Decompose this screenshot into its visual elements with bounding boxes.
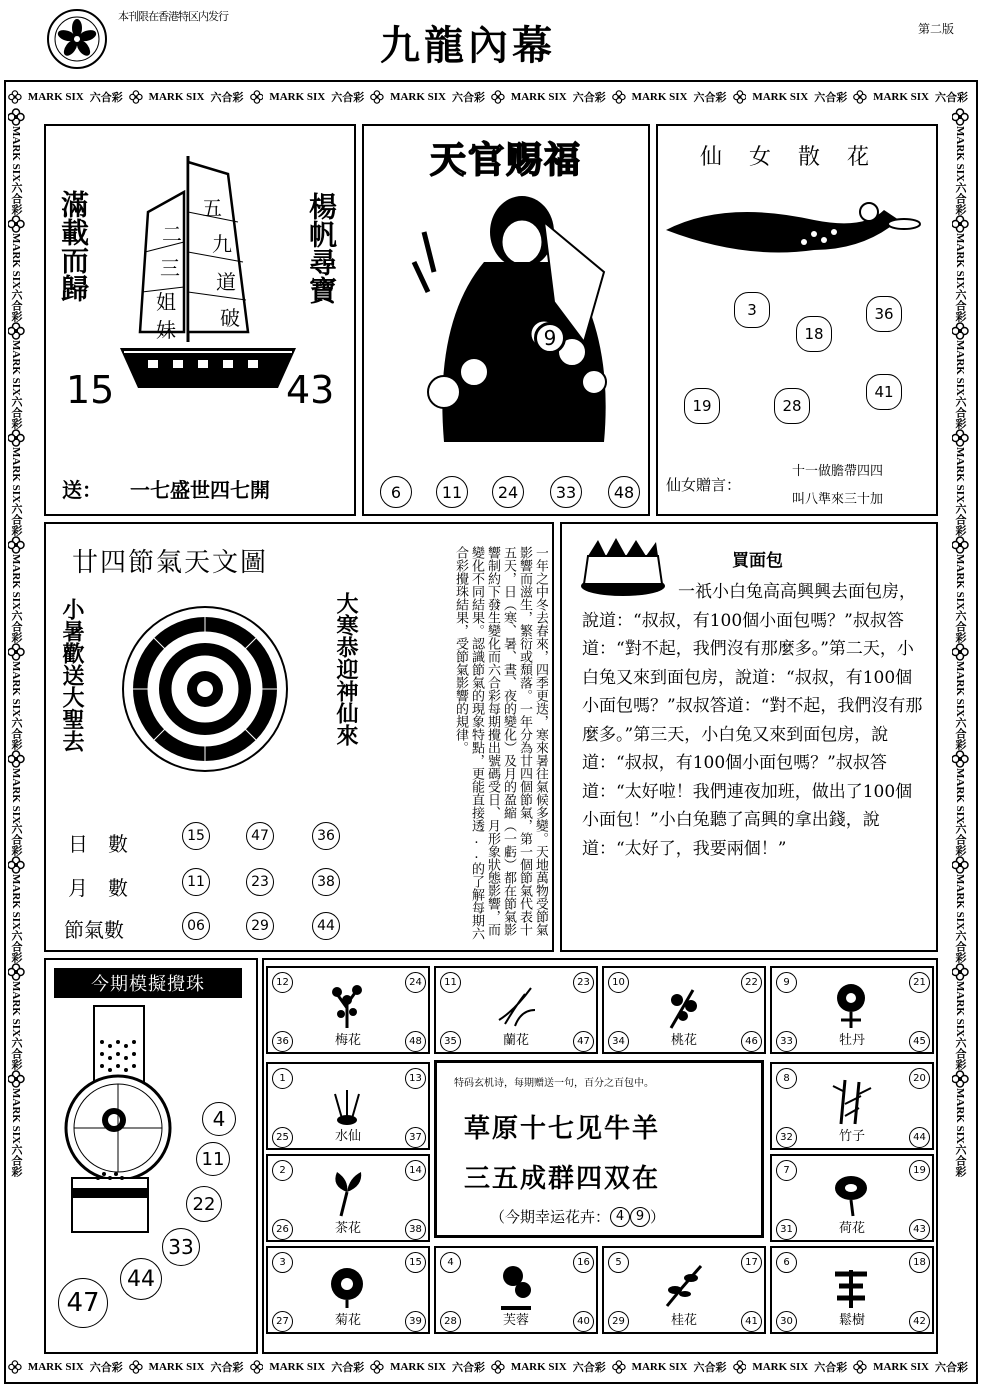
- border-flower-icon: [250, 88, 264, 106]
- lucky-flower-line: [490, 1206, 665, 1227]
- solar-article: 一年之中冬去春來，四季更迭，寒來暑往氣候多變。天地萬物受節氣影響而滋生，繁衍或頹落。一年分為廿四個節氣，第一個節氣代表十五天，日（寒、暑、晝、夜的變化）及月的盈縮（一虧）都在節氣影響制約下發生變化而六合彩每期攪出號碼受日、月形象狀態影響，而變化不同結果。認識節氣的現象特點，更能直接透..的了解每期六合彩攪珠結果，受節氣影響的規律。: [453, 546, 548, 940]
- flower-cell-name: 水仙: [334, 1129, 361, 1144]
- send-text: 一七盛世四七開: [130, 478, 270, 502]
- fairy-title: 仙 女 散 花: [700, 145, 879, 170]
- border-liuhecai-text: 六合彩: [10, 288, 22, 322]
- border-liuhecai-text: 六合彩: [954, 395, 966, 429]
- flower-cell-number: 19: [909, 1160, 930, 1181]
- bread-story-paragraph: 一祇小白兔高高興興去面包房，說道：“叔叔，有100個小面包嗎？”叔叔答道：“對不起，我們沒有那麼多。”第二天，小白兔又來到面包房，說道：“叔叔，有100個小面包嗎？”叔叔答道：“對不起，我們沒有那麼多。”第三天，小白兔又來到面包房，說道：“叔叔，有100個小面包嗎？”叔叔答道：“太好啦！我們連夜加班，做出了100個小面包！”小白兔聽了高興的拿出錢，說道：“太好了，我要兩個！”: [582, 582, 923, 859]
- flower-cell-name: 蘭花: [502, 1033, 529, 1048]
- border-mark-six-text: MARK SIX: [10, 660, 22, 717]
- border-liuhecai-text: 六合彩: [954, 181, 966, 215]
- flower-cell-number: 1: [272, 1068, 293, 1089]
- deity-illustration: [404, 182, 624, 464]
- border-mark-six-text: MARK SIX: [954, 981, 966, 1038]
- border-liuhecai-text: 六合彩: [452, 1362, 485, 1374]
- border-mark-six-text: MARK SIX: [10, 126, 22, 182]
- border-liuhecai-text: 六合彩: [572, 1362, 606, 1374]
- flower-cell: [770, 1154, 934, 1242]
- sail-char-2: 九: [212, 232, 232, 256]
- border-mark-six-text: MARK SIX: [10, 981, 22, 1038]
- flower-cell-number: 4: [440, 1252, 461, 1273]
- flower-cell-number: 45: [909, 1031, 930, 1052]
- border-liuhecai-text: 六合彩: [10, 1037, 22, 1071]
- border-liuhecai-text: 六合彩: [10, 181, 22, 215]
- fairy-flower-5: 28: [774, 388, 810, 424]
- sail-char-7: 姐: [156, 290, 176, 314]
- border-flower-icon: [370, 1358, 384, 1376]
- poem-line-1: 草原十七见牛羊: [464, 1114, 661, 1144]
- flower-cell-number: 2: [272, 1160, 293, 1181]
- flower-cell-number: 18: [909, 1252, 930, 1273]
- border-flower-icon: [370, 88, 384, 106]
- flower-cell-number: 6: [776, 1252, 797, 1273]
- flower-cell: [770, 1246, 934, 1334]
- draw-machine-illustration: [58, 1002, 188, 1238]
- flower-illustration-icon: [495, 1260, 537, 1312]
- flower-cell-number: 37: [405, 1127, 426, 1148]
- border-flower-icon: [952, 215, 969, 233]
- flower-cell-number: 13: [405, 1068, 426, 1089]
- day-number-2: 47: [246, 822, 274, 850]
- flower-cell-number: 20: [909, 1068, 930, 1089]
- flower-illustration-icon: [327, 1260, 369, 1312]
- border-flower-icon: [952, 429, 969, 447]
- fairy-gift-line2: 叫八準來三十加: [792, 492, 884, 507]
- border-liuhecai-text: 六合彩: [89, 92, 123, 104]
- border-liuhecai-text: 六合彩: [954, 609, 966, 643]
- sail-char-8: 妹: [156, 318, 176, 342]
- fairy-flower-3: 36: [866, 296, 902, 332]
- flower-cell: [602, 966, 766, 1054]
- flower-cell-number: 21: [909, 972, 930, 993]
- flower-cell-number: 33: [776, 1031, 797, 1052]
- fairy-gift-label: 仙女贈言：: [666, 476, 742, 494]
- flower-cell-number: 32: [776, 1127, 797, 1148]
- sail-char-3: 道: [216, 270, 236, 294]
- border-mark-six-text: MARK SIX: [148, 1361, 205, 1373]
- border-mark-six-text: MARK SIX: [390, 1361, 446, 1373]
- border-flower-icon: [952, 856, 969, 874]
- boat-number-left: 15: [66, 368, 115, 412]
- border-right: [952, 108, 974, 1356]
- lucky-number-2: 9: [630, 1207, 650, 1227]
- border-flower-icon: [8, 88, 22, 106]
- border-mark-six-text: MARK SIX: [631, 1361, 688, 1373]
- flower-cell-number: 16: [573, 1252, 594, 1273]
- border-liuhecai-text: 六合彩: [693, 92, 727, 104]
- border-flower-icon: [250, 1358, 264, 1376]
- border-liuhecai-text: 六合彩: [814, 1362, 848, 1374]
- solar-right-vert: 大寒恭迎神仙來: [333, 592, 359, 746]
- border-liuhecai-text: 六合彩: [10, 930, 22, 964]
- draw-machine-title: 今期模擬攪珠: [54, 968, 242, 998]
- lucky-suffix: ）: [650, 1208, 666, 1226]
- sailboat-illustration: [118, 152, 298, 392]
- border-liuhecai-text: 六合彩: [954, 716, 966, 750]
- flower-cell-number: 23: [573, 972, 594, 993]
- border-mark-six-text: MARK SIX: [873, 1361, 929, 1373]
- flower-illustration-icon: [327, 1168, 369, 1220]
- border-mark-six-text: MARK SIX: [27, 91, 84, 103]
- border-flower-icon: [8, 750, 25, 768]
- border-flower-icon: [952, 1070, 969, 1088]
- flower-cell-number: 46: [741, 1031, 762, 1052]
- lucky-number-1: 4: [610, 1207, 630, 1227]
- border-flower-icon: [733, 88, 747, 106]
- border-flower-icon: [733, 1358, 747, 1376]
- border-flower-icon: [129, 1358, 143, 1376]
- border-flower-icon: [952, 322, 969, 340]
- flower-cell-number: 7: [776, 1160, 797, 1181]
- border-flower-icon: [8, 429, 25, 447]
- flower-illustration-icon: [831, 1168, 873, 1220]
- row-label-day: 日 數: [68, 832, 128, 856]
- border-liuhecai-text: 六合彩: [210, 92, 244, 104]
- boat-number-right: 43: [286, 368, 335, 412]
- border-flower-icon: [853, 1358, 867, 1376]
- flower-cell-name: 竹子: [838, 1129, 865, 1144]
- border-liuhecai-text: 六合彩: [935, 92, 968, 104]
- fairy-flower-2: 18: [796, 316, 832, 352]
- flower-cell-name: 茶花: [334, 1221, 361, 1236]
- border-flower-icon: [952, 108, 969, 126]
- border-flower-icon: [952, 750, 969, 768]
- border-mark-six-text: MARK SIX: [873, 91, 929, 103]
- border-mark-six-text: MARK SIX: [631, 91, 688, 103]
- publisher-note: 本刊限在香港特区内发行: [118, 10, 228, 23]
- flower-cell-number: 48: [405, 1031, 426, 1052]
- deity-title: 天官赐福: [430, 139, 583, 181]
- flower-illustration-icon: [831, 980, 873, 1032]
- flower-cell-number: 15: [405, 1252, 426, 1273]
- border-flower-icon: [612, 88, 626, 106]
- flower-illustration-icon: [327, 980, 369, 1032]
- border-mark-six-text: MARK SIX: [954, 553, 966, 610]
- border-top: [8, 86, 974, 108]
- term-number-3: 44: [312, 912, 340, 940]
- border-flower-icon: [8, 1358, 22, 1376]
- row-label-month: 月 數: [68, 876, 128, 900]
- fairy-gift-line1: 十一做膽帶四四: [792, 464, 884, 479]
- border-flower-icon: [8, 108, 25, 126]
- border-mark-six-text: MARK SIX: [10, 767, 22, 824]
- flower-cell-number: 25: [272, 1127, 293, 1148]
- flower-cell-name: 桃花: [670, 1033, 697, 1048]
- flower-cell-number: 3: [272, 1252, 293, 1273]
- flower-cell-number: 44: [909, 1127, 930, 1148]
- flower-illustration-icon: [663, 980, 705, 1032]
- flower-cell: [434, 1246, 598, 1334]
- border-liuhecai-text: 六合彩: [10, 716, 22, 750]
- row-label-solar-term: 節氣數: [64, 918, 124, 942]
- border-mark-six-text: MARK SIX: [752, 1361, 809, 1373]
- border-liuhecai-text: 六合彩: [210, 1362, 244, 1374]
- border-mark-six-text: MARK SIX: [954, 767, 966, 824]
- border-mark-six-text: MARK SIX: [752, 91, 809, 103]
- flower-illustration-icon: [663, 1260, 705, 1312]
- border-mark-six-text: MARK SIX: [390, 91, 446, 103]
- border-flower-icon: [8, 856, 25, 874]
- flower-cell-number: 9: [776, 972, 797, 993]
- border-liuhecai-text: 六合彩: [954, 288, 966, 322]
- flower-cell: [770, 966, 934, 1054]
- flower-cell-name: 牡丹: [838, 1033, 865, 1048]
- edition-label: 第二版: [918, 22, 955, 36]
- draw-ball-5: 44: [120, 1258, 162, 1300]
- border-flower-icon: [8, 643, 25, 661]
- poem-note: 特码玄机诗，每期赠送一句，百分之百包中。: [454, 1078, 654, 1089]
- border-bottom: [8, 1356, 974, 1378]
- deity-number-3: 24: [492, 476, 524, 508]
- flower-cell-name: 桂花: [670, 1313, 697, 1328]
- boat-right-text: 楊帆尋寶: [305, 192, 338, 304]
- border-liuhecai-text: 六合彩: [89, 1362, 123, 1374]
- border-flower-icon: [8, 963, 25, 981]
- month-number-2: 23: [246, 868, 274, 896]
- flower-cell-number: 39: [405, 1311, 426, 1332]
- masthead: 九龍內幕: [380, 22, 556, 69]
- border-liuhecai-text: 六合彩: [331, 92, 365, 104]
- draw-ball-2: 11: [196, 1142, 230, 1176]
- flower-cell-number: 31: [776, 1219, 797, 1240]
- border-liuhecai-text: 六合彩: [10, 823, 22, 857]
- month-number-1: 11: [182, 868, 210, 896]
- flower-cell-number: 38: [405, 1219, 426, 1240]
- flower-cell: [602, 1246, 766, 1334]
- hk-emblem: [46, 8, 108, 70]
- flower-cell-number: 47: [573, 1031, 594, 1052]
- deity-ball: 9: [534, 322, 566, 354]
- deity-number-1: 6: [380, 476, 412, 508]
- draw-ball-3: 22: [186, 1186, 222, 1222]
- flower-illustration-icon: [495, 980, 537, 1032]
- flower-cell-number: 41: [741, 1311, 762, 1332]
- flower-cell-number: 30: [776, 1311, 797, 1332]
- deity-number-4: 33: [550, 476, 582, 508]
- flower-cell: [266, 966, 430, 1054]
- fairy-flower-4: 19: [684, 388, 720, 424]
- border-mark-six-text: MARK SIX: [269, 1361, 326, 1373]
- border-mark-six-text: MARK SIX: [10, 339, 22, 396]
- flower-cell-number: 8: [776, 1068, 797, 1089]
- sail-char-6: 三: [160, 256, 180, 280]
- border-mark-six-text: MARK SIX: [10, 553, 22, 610]
- border-liuhecai-text: 六合彩: [331, 1362, 365, 1374]
- border-liuhecai-text: 六合彩: [954, 1144, 966, 1178]
- flower-cell-number: 17: [741, 1252, 762, 1273]
- sail-char-5: 二: [162, 222, 182, 246]
- border-liuhecai-text: 六合彩: [693, 1362, 727, 1374]
- flower-cell: [266, 1154, 430, 1242]
- border-flower-icon: [952, 963, 969, 981]
- border-liuhecai-text: 六合彩: [10, 1144, 22, 1178]
- flower-cell-number: 36: [272, 1031, 293, 1052]
- term-number-2: 29: [246, 912, 274, 940]
- flower-cell-number: 26: [272, 1219, 293, 1240]
- border-flower-icon: [612, 1358, 626, 1376]
- flower-cell: [434, 966, 598, 1054]
- border-flower-icon: [952, 536, 969, 554]
- border-flower-icon: [8, 215, 25, 233]
- flower-cell-name: 芙蓉: [502, 1313, 529, 1328]
- day-number-1: 15: [182, 822, 210, 850]
- border-mark-six-text: MARK SIX: [10, 232, 22, 289]
- border-liuhecai-text: 六合彩: [954, 823, 966, 857]
- flower-cell-number: 27: [272, 1311, 293, 1332]
- flower-cell: [770, 1062, 934, 1150]
- border-liuhecai-text: 六合彩: [10, 609, 22, 643]
- flower-cell-name: 荷花: [838, 1221, 865, 1236]
- border-mark-six-text: MARK SIX: [10, 446, 22, 503]
- border-mark-six-text: MARK SIX: [954, 446, 966, 503]
- border-flower-icon: [491, 1358, 505, 1376]
- flower-cell-number: 24: [405, 972, 426, 993]
- flower-cell-number: 11: [440, 972, 461, 993]
- flower-cell-number: 35: [440, 1031, 461, 1052]
- border-liuhecai-text: 六合彩: [954, 1037, 966, 1071]
- border-mark-six-text: MARK SIX: [10, 874, 22, 931]
- border-flower-icon: [8, 1070, 25, 1088]
- flower-cell-number: 10: [608, 972, 629, 993]
- border-mark-six-text: MARK SIX: [148, 91, 205, 103]
- border-mark-six-text: MARK SIX: [954, 232, 966, 289]
- border-liuhecai-text: 六合彩: [814, 92, 848, 104]
- term-number-1: 06: [182, 912, 210, 940]
- flower-illustration-icon: [327, 1076, 369, 1128]
- border-liuhecai-text: 六合彩: [572, 92, 606, 104]
- send-label: 送：: [62, 478, 102, 502]
- solar-left-vert: 小暑歡送大聖去: [59, 598, 85, 752]
- border-liuhecai-text: 六合彩: [935, 1362, 968, 1374]
- flower-cell-name: 鬆樹: [838, 1313, 865, 1328]
- sail-char-1: 五: [202, 196, 222, 220]
- deity-number-2: 11: [436, 476, 468, 508]
- flower-illustration-icon: [831, 1260, 873, 1312]
- flower-cell-number: 22: [741, 972, 762, 993]
- border-flower-icon: [853, 88, 867, 106]
- flower-cell-name: 菊花: [334, 1313, 361, 1328]
- fairy-flower-6: 41: [866, 374, 902, 410]
- lucky-prefix: （今期幸运花卉：: [490, 1208, 611, 1226]
- border-mark-six-text: MARK SIX: [510, 91, 567, 103]
- border-flower-icon: [8, 322, 25, 340]
- sail-char-4: 破: [220, 306, 240, 330]
- border-liuhecai-text: 六合彩: [10, 395, 22, 429]
- border-flower-icon: [129, 88, 143, 106]
- flower-cell-number: 43: [909, 1219, 930, 1240]
- border-flower-icon: [8, 536, 25, 554]
- border-mark-six-text: MARK SIX: [27, 1361, 84, 1373]
- flower-cell-number: 14: [405, 1160, 426, 1181]
- day-number-3: 36: [312, 822, 340, 850]
- boat-left-text: 滿載而歸: [57, 190, 90, 302]
- flower-cell: [266, 1062, 430, 1150]
- draw-ball-4: 33: [162, 1228, 200, 1266]
- fairy-flower-1: 3: [734, 292, 770, 328]
- deity-number-5: 48: [608, 476, 640, 508]
- flower-cell-number: 34: [608, 1031, 629, 1052]
- flower-cell: [266, 1246, 430, 1334]
- flower-cell-number: 42: [909, 1311, 930, 1332]
- flower-cell-number: 5: [608, 1252, 629, 1273]
- border-liuhecai-text: 六合彩: [954, 930, 966, 964]
- border-mark-six-text: MARK SIX: [954, 126, 966, 182]
- border-mark-six-text: MARK SIX: [10, 1088, 22, 1145]
- border-liuhecai-text: 六合彩: [10, 502, 22, 536]
- flower-cell-number: 29: [608, 1311, 629, 1332]
- bread-story-text: [582, 578, 928, 863]
- flower-cell-number: 40: [573, 1311, 594, 1332]
- solar-wheel: [120, 604, 290, 774]
- border-left: [8, 108, 30, 1356]
- fairy-illustration: [664, 190, 924, 270]
- draw-ball-1: 4: [202, 1102, 236, 1136]
- flower-cell-name: 梅花: [334, 1033, 361, 1048]
- border-mark-six-text: MARK SIX: [510, 1361, 567, 1373]
- flower-cell-number: 28: [440, 1311, 461, 1332]
- draw-ball-6: 47: [58, 1278, 108, 1328]
- poem-line-2: 三五成群四双在: [464, 1164, 661, 1194]
- border-mark-six-text: MARK SIX: [954, 1088, 966, 1145]
- bread-title: 買面包: [732, 551, 783, 571]
- flower-cell-number: 12: [272, 972, 293, 993]
- border-flower-icon: [952, 643, 969, 661]
- border-liuhecai-text: 六合彩: [954, 502, 966, 536]
- border-liuhecai-text: 六合彩: [452, 92, 485, 104]
- flower-illustration-icon: [831, 1076, 873, 1128]
- border-mark-six-text: MARK SIX: [954, 660, 966, 717]
- border-flower-icon: [491, 88, 505, 106]
- border-mark-six-text: MARK SIX: [954, 339, 966, 396]
- solar-terms-title: 廿四節氣天文圖: [72, 548, 269, 578]
- border-mark-six-text: MARK SIX: [954, 874, 966, 931]
- border-mark-six-text: MARK SIX: [269, 91, 326, 103]
- month-number-3: 38: [312, 868, 340, 896]
